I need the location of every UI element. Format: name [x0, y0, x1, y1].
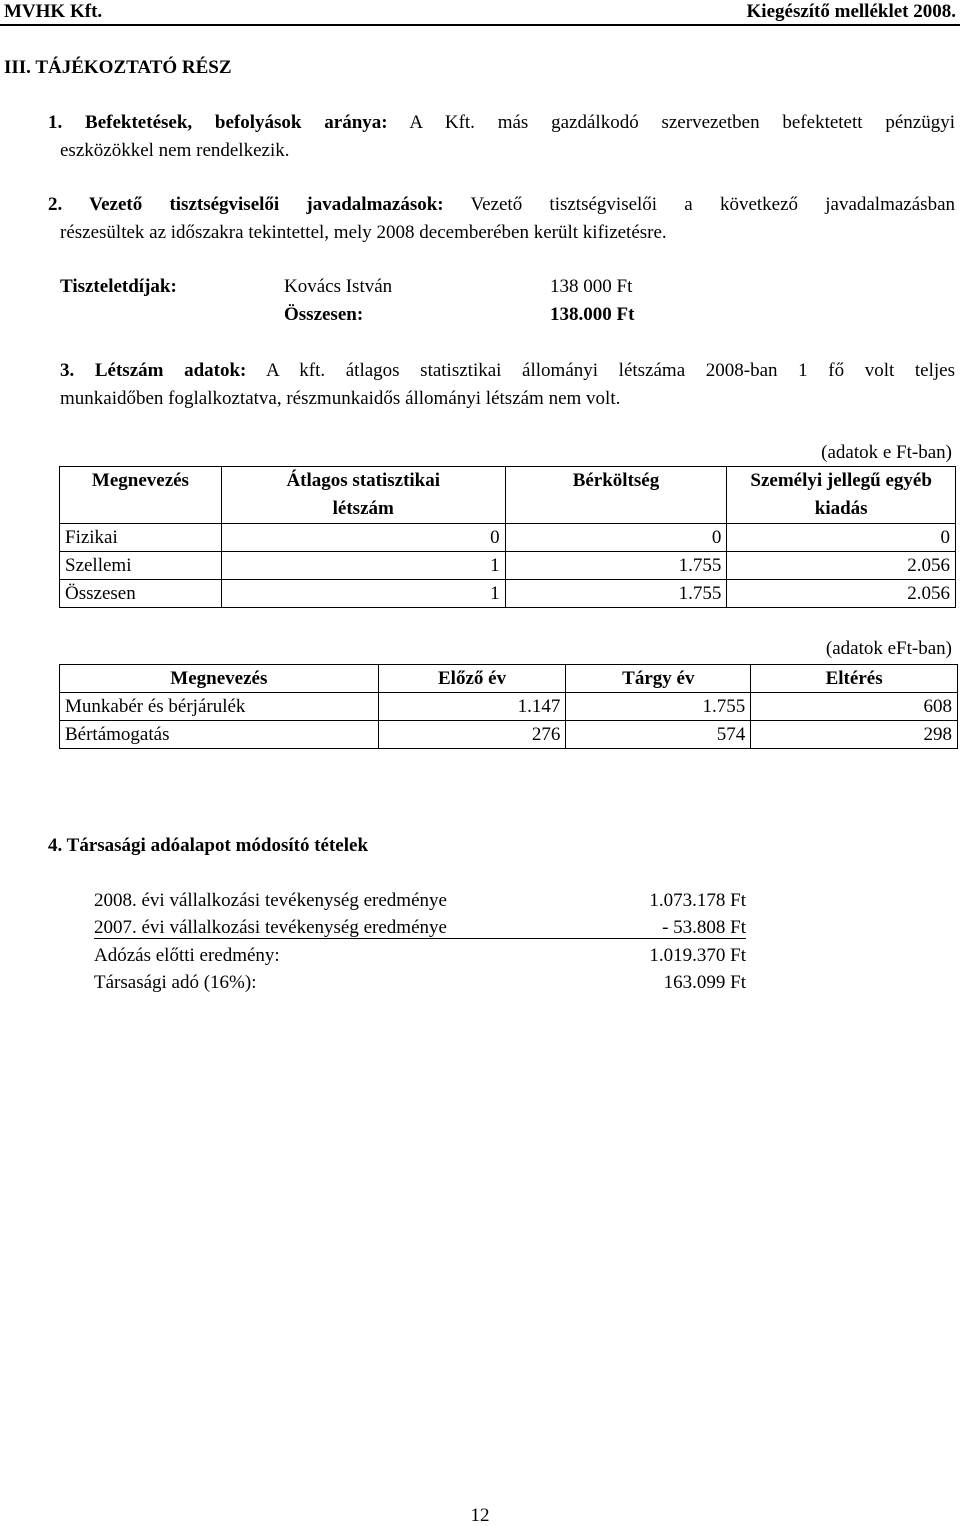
- fees-person: Kovács István: [284, 276, 393, 297]
- tax-row-value: 1.019.370 Ft: [649, 945, 746, 966]
- header-rule: [0, 24, 960, 26]
- tax-row-label: Adózás előtti eredmény:: [94, 945, 280, 966]
- tax-row-label: Társasági adó (16%):: [94, 972, 257, 993]
- col-header-headcount: [221, 467, 505, 524]
- col-header-wage: Bérköltség: [505, 467, 727, 524]
- headcount-table: [59, 466, 956, 608]
- tax-row-label: 2008. évi vállalkozási tevékenység eredménye: [94, 890, 447, 911]
- tax-row-value: 163.099 Ft: [663, 972, 746, 993]
- item1-text: A Kft. más gazdálkodó szervezetben befektetett pénzügyi: [409, 112, 955, 133]
- cell-headcount: 1: [221, 552, 505, 580]
- cell-name: Szellemi: [60, 552, 222, 580]
- col-header-difference: Eltérés: [751, 665, 958, 693]
- fees-person-amount: 138 000 Ft: [550, 276, 633, 297]
- wage-table: [59, 664, 958, 749]
- section-title: III. TÁJÉKOZTATÓ RÉSZ: [4, 57, 232, 78]
- table-row: [60, 693, 958, 721]
- tax-row-label: 2007. évi vállalkozási tevékenység eredménye: [94, 917, 447, 938]
- cell-name: Összesen: [60, 580, 222, 608]
- cell-headcount: 1: [221, 580, 505, 608]
- item3-line1: [60, 361, 955, 380]
- cell-difference: 608: [751, 693, 958, 721]
- fees-label: Tiszteletdíjak:: [60, 276, 177, 297]
- item3-text: A kft. átlagos statisztikai állományi létszáma 2008-ban 1 fő volt teljes: [265, 360, 955, 381]
- item2-text: Vezető tisztségviselői a következő javadalmazásban: [470, 194, 955, 215]
- col-header-headcount-label: Átlagos statisztikai létszám: [286, 470, 441, 519]
- table1-unit: (adatok e Ft-ban): [821, 442, 952, 463]
- cell-wage: 1.755: [505, 580, 727, 608]
- item2-line1: [48, 195, 955, 214]
- col-header-name: Megnevezés: [60, 467, 222, 524]
- col-header-other: Személyi jellegű egyéb kiadás: [727, 467, 956, 524]
- cell-name: Munkabér és bérjárulék: [60, 693, 379, 721]
- item3-line2: munkaidőben foglalkoztatva, részmunkaidős állományi létszám nem volt.: [60, 388, 621, 409]
- item1-label: 1. Befektetések, befolyások aránya:: [48, 112, 388, 133]
- table-header-row: [60, 665, 958, 693]
- header-company: MVHK Kft.: [4, 1, 103, 22]
- item4-label: 4. Társasági adóalapot módosító tételek: [48, 835, 369, 856]
- cell-previous-year: 276: [378, 721, 566, 749]
- cell-current-year: 574: [566, 721, 751, 749]
- cell-other: 2.056: [727, 552, 956, 580]
- item1-line2: eszközökkel nem rendelkezik.: [60, 140, 290, 161]
- col-header-name: Megnevezés: [60, 665, 379, 693]
- fees-total-label: Összesen:: [284, 304, 364, 325]
- cell-previous-year: 1.147: [378, 693, 566, 721]
- page-number: 12: [470, 1505, 490, 1526]
- tax-row-value: - 53.808 Ft: [662, 917, 746, 938]
- item3-label: 3. Létszám adatok:: [60, 360, 247, 381]
- table-row: [60, 580, 956, 608]
- col-header-previous-year: Előző év: [378, 665, 566, 693]
- item1-line1: [48, 113, 955, 132]
- cell-wage: 1.755: [505, 552, 727, 580]
- cell-name: Bértámogatás: [60, 721, 379, 749]
- table-row: [60, 721, 958, 749]
- cell-other: 0: [727, 524, 956, 552]
- subtotal-rule: [94, 938, 746, 939]
- cell-name: Fizikai: [60, 524, 222, 552]
- tax-row-value: 1.073.178 Ft: [649, 890, 746, 911]
- cell-other: 2.056: [727, 580, 956, 608]
- col-header-current-year: Tárgy év: [566, 665, 751, 693]
- table2-unit: (adatok eFt-ban): [825, 638, 952, 659]
- table-row: [60, 524, 956, 552]
- cell-current-year: 1.755: [566, 693, 751, 721]
- header-document-title: Kiegészítő melléklet 2008.: [746, 1, 956, 22]
- item2-line2: részesültek az időszakra tekintettel, mely 2008 decemberében került kifizetésre.: [60, 222, 667, 243]
- table-row: [60, 552, 956, 580]
- fees-total-amount: 138.000 Ft: [550, 304, 635, 325]
- cell-difference: 298: [751, 721, 958, 749]
- cell-wage: 0: [505, 524, 727, 552]
- cell-headcount: 0: [221, 524, 505, 552]
- item2-label: 2. Vezető tisztségviselői javadalmazások:: [48, 194, 444, 215]
- table-header-row: [60, 467, 956, 524]
